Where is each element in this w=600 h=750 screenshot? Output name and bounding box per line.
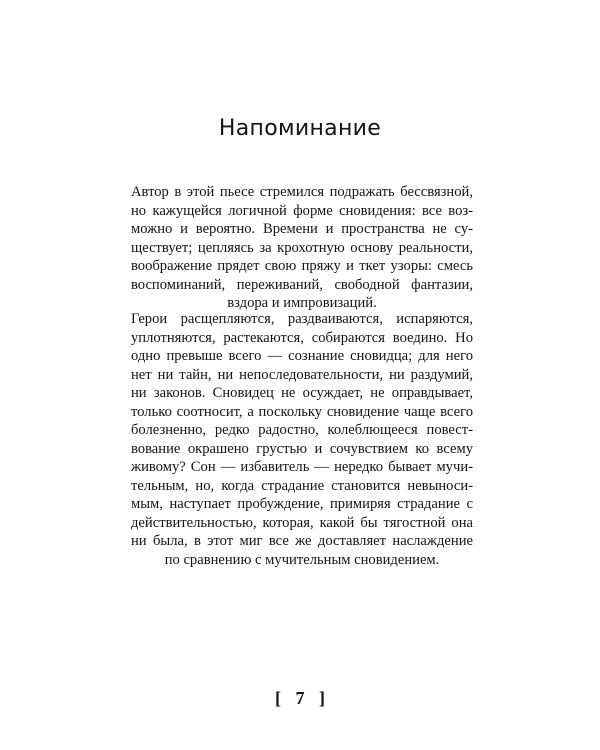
text-line: мым, наступает пробуждение, примиряя страдание с <box>131 496 473 512</box>
text-line: тельным, но, когда страдание становится невыноси- <box>131 477 473 494</box>
text-line: нет ни тайн, ни непоследовательности, ни раздумий, <box>131 366 473 383</box>
page-number-open-bracket: [ <box>275 688 281 708</box>
page-number-close-bracket: ] <box>319 688 325 708</box>
text-line: воспоминаний, переживаний, свободной фантазии, <box>131 276 473 293</box>
text-line: воображение прядет свою пряжу и ткет узоры: смесь <box>131 258 473 274</box>
chapter-title: Напоминание <box>218 116 382 141</box>
text-line: ни законов. Сновидец не осуждает, не оправдывает, <box>131 385 473 401</box>
text-line: вование окрашено грустью и сочувствием ко всему <box>131 440 473 457</box>
text-line: ществует; цепляясь за крохотную основу реальности, <box>131 239 473 256</box>
text-line: можно и вероятно. Времени и пространства не су- <box>131 221 473 237</box>
text-line: только соотносит, а поскольку сновидение чаще всего <box>131 403 473 420</box>
text-line: живому? Сон — избавитель — нередко бывает мучи- <box>131 459 473 475</box>
text-line: болезненно, редко радостно, колеблющееся повест- <box>131 422 473 438</box>
text-line: действительностью, которая, какой бы тягостной она <box>131 514 473 531</box>
text-line: но кажущейся логичной форме сновидения: все воз- <box>131 202 473 219</box>
page-footer <box>0 688 600 709</box>
text-line: вздора и импровизаций. <box>227 295 377 311</box>
text-line: Автор в этой пьесе стремился подражать бессвязной, <box>131 184 473 200</box>
text-line: Герои расщепляются, раздваиваются, испаряются, <box>131 311 473 327</box>
text-line: ни была, в этот миг все же доставляет наслаждение <box>131 533 473 549</box>
page-number: 7 <box>295 688 305 708</box>
text-line: уплотняются, растекаются, собираются воедино. Но <box>131 329 473 346</box>
text-line: по сравнению с мучительным сновидением. <box>164 551 440 568</box>
text-line: одно превыше всего — сознание сновидца; для него <box>131 348 473 364</box>
paragraph-2 <box>131 310 473 569</box>
paragraph-1 <box>131 183 473 313</box>
